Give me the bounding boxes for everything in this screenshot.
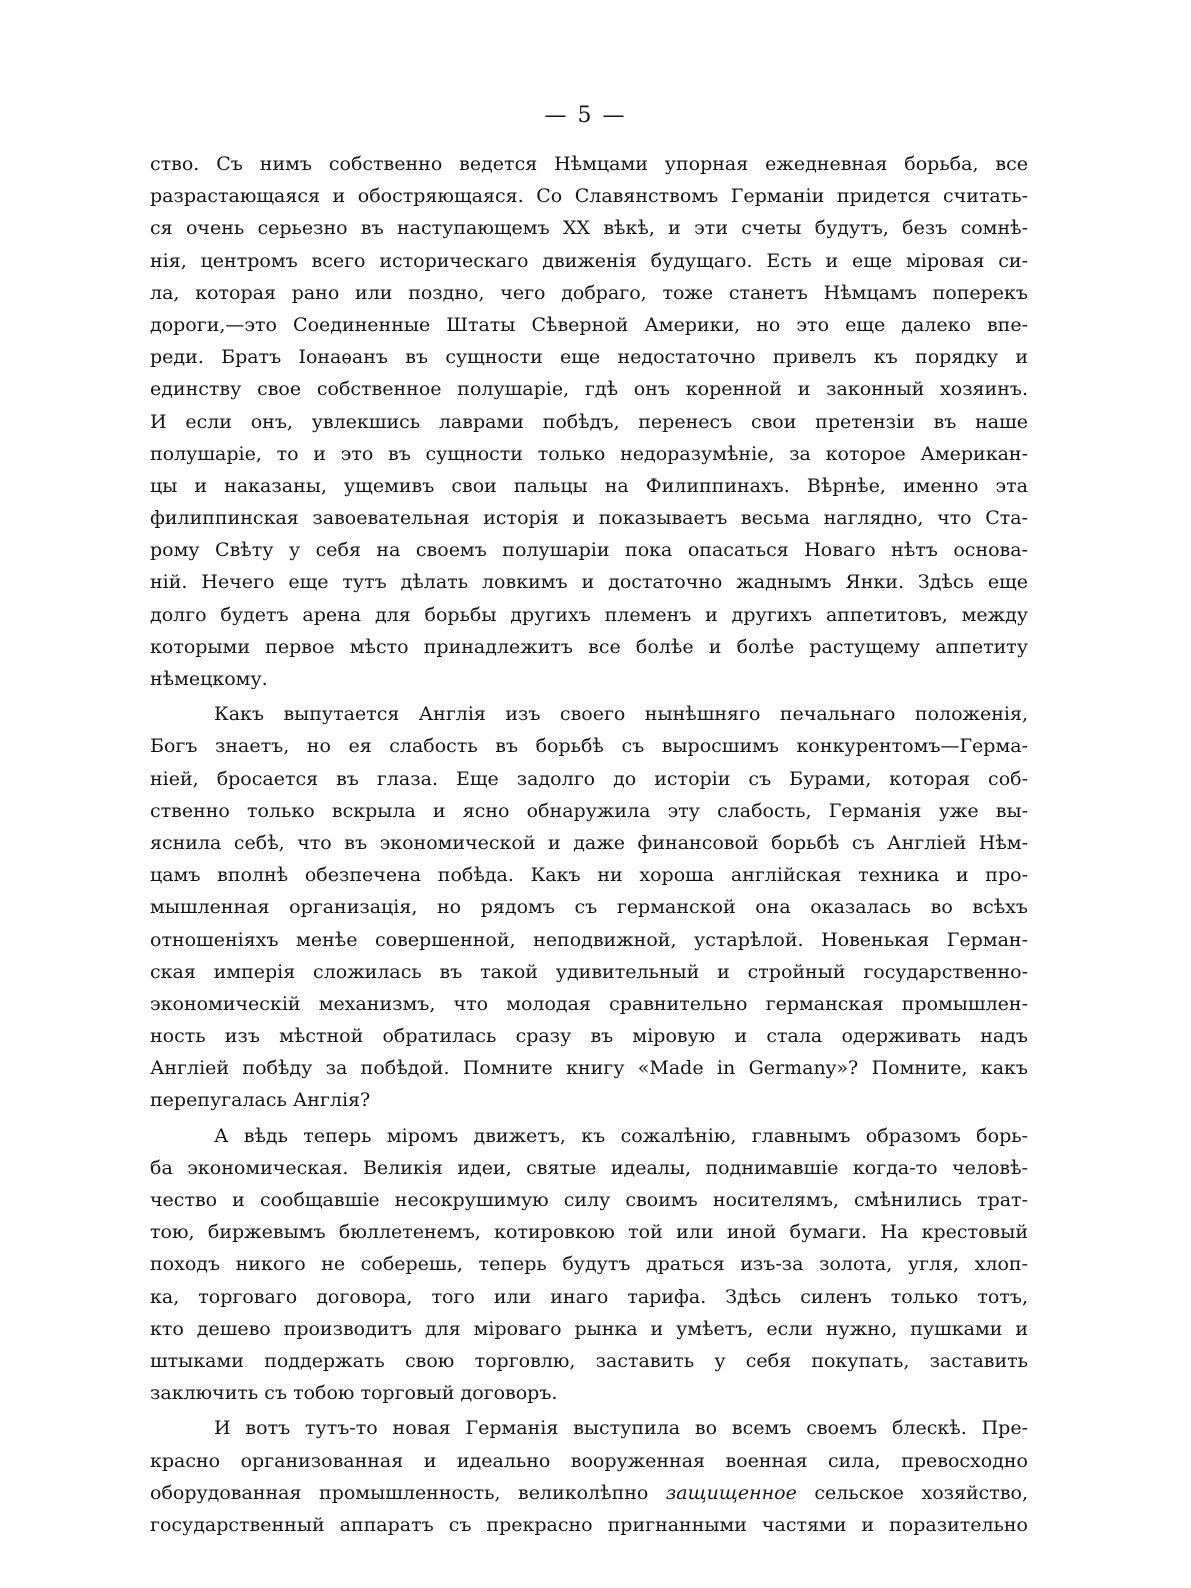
text-line: ственно только вскрыла и ясно обнаружила эту слабость, Германія уже вы- — [150, 799, 1028, 822]
text-line: кто дешево производитъ для міроваго рынка и умѣетъ, если нужно, пушками и — [150, 1317, 1028, 1340]
text-line: полушаріе, то и это въ сущности только недоразумѣніе, за которое Американ- — [150, 442, 1028, 465]
page-number: — 5 — — [544, 103, 627, 128]
text-line: ній. Нечего еще тутъ дѣлать ловкимъ и достаточно жаднымъ Янки. Здѣсь еще — [150, 571, 1028, 594]
text-line: ство. Съ нимъ собственно ведется Нѣмцами упорная ежедневная борьба, все — [150, 153, 1028, 175]
text-line: тою, биржевымъ бюллетенемъ, котировкою той или иной бумаги. На крестовый — [150, 1221, 1028, 1244]
text-line: ла, которая рано или поздно, чего добраго, тоже станетъ Нѣмцамъ поперекъ — [150, 281, 1028, 304]
text-line: Англіей побѣду за побѣдой. Помните книгу «Made in Germany»? Помните, какъ — [150, 1057, 1028, 1080]
text-line: ба экономическая. Великія идеи, святые идеалы, поднимавшіе когда-то человѣ- — [150, 1156, 1028, 1179]
text-line: отношеніяхъ менѣе совершенной, неподвижной, устарѣлой. Новенькая Герман- — [150, 928, 1028, 951]
text-line: цамъ вполнѣ обезпечена побѣда. Какъ ни хороша англійская техника и про- — [150, 864, 1028, 887]
text-line-with-emphasis — [150, 1477, 1028, 1509]
text-line: ская имперія сложилась въ такой удивительный и стройный государственно- — [150, 960, 1028, 983]
text-line: И если онъ, увлекшись лаврами побѣдъ, перенесъ свои претензіи въ наше — [150, 410, 1028, 433]
paragraph-4 — [150, 1412, 1028, 1541]
text-line: филиппинская завоевательная исторія и показываетъ весьма наглядно, что Ста- — [150, 507, 1028, 530]
text-line: Какъ выпутается Англія изъ своего нынѣшняго печальнаго положенія, — [214, 703, 1028, 726]
text-line: ность изъ мѣстной обратилась сразу въ міровую и стала одерживать надъ — [150, 1025, 1028, 1048]
text-line: разрастающаяся и обостряющаяся. Со Славянствомъ Германіи придется считать- — [150, 185, 1028, 208]
text-line: рому Свѣту у себя на своемъ полушаріи пока опасаться Новаго нѣтъ основа- — [150, 539, 1028, 562]
paragraph-3 — [150, 1120, 1028, 1410]
text-line: реди. Братъ Іонаѳанъ въ сущности еще недостаточно привелъ къ порядку и — [150, 346, 1028, 369]
text-line: цы и наказаны, ущемивъ свои пальцы на Филиппинахъ. Вѣрнѣе, именно эта — [150, 474, 1028, 497]
text-line: нія, центромъ всего историческаго движенія будущаго. Есть и еще міровая си- — [150, 249, 1028, 272]
paragraph-1 — [150, 148, 1028, 695]
text-line: заключить съ тобою торговый договоръ. — [150, 1382, 558, 1405]
text-segment: сельское хозяйство, — [796, 1481, 1028, 1504]
paragraph-2 — [150, 698, 1028, 1116]
emphasized-word: защищенное — [665, 1481, 797, 1504]
text-line: красно организованная и идеально вооруженная военная сила, превосходно — [150, 1449, 1028, 1472]
text-line: ся очень серьезно въ наступающемъ XX вѣкѣ, и эти счеты будутъ, безъ сомнѣ- — [150, 217, 1028, 240]
text-line: экономическій механизмъ, что молодая сравнительно германская промышлен- — [150, 992, 1028, 1015]
text-line: И вотъ тутъ-то новая Германія выступила во всемъ своемъ блескѣ. Пре- — [214, 1417, 1028, 1440]
text-line: мышленная организація, но рядомъ съ германской она оказалась во всѣхъ — [150, 896, 1028, 919]
text-line: дороги,—это Соединенные Штаты Сѣверной Америки, но это еще далеко впе- — [150, 313, 1028, 336]
text-line: походъ никого не соберешь, теперь будутъ драться изъ-за золота, угля, хлоп- — [150, 1253, 1028, 1276]
text-line: перепугалась Англія? — [150, 1089, 371, 1112]
text-line: штыками поддержать свою торговлю, заставить у себя покупать, заставить — [150, 1349, 1028, 1372]
text-line: А вѣдь теперь міромъ движетъ, къ сожалѣнію, главнымъ образомъ борь- — [214, 1124, 1028, 1147]
text-line: ніей, бросается въ глаза. Еще задолго до исторіи съ Бурами, которая соб- — [150, 767, 1028, 790]
text-line: единству свое собственное полушаріе, гдѣ онъ коренной и законный хозяинъ. — [150, 378, 1028, 401]
text-line: яснила себѣ, что въ экономической и даже финансовой борьбѣ съ Англіей Нѣм- — [150, 831, 1028, 854]
text-segment: оборудованная промышленность, великолѣпно — [150, 1481, 666, 1504]
text-line: которыми первое мѣсто принадлежитъ все болѣе и болѣе растущему аппетиту — [150, 635, 1028, 658]
text-line: нѣмецкому. — [150, 668, 268, 690]
text-line: ка, торговаго договора, того или инаго тарифа. Здѣсь силенъ только тотъ, — [150, 1285, 1028, 1308]
text-line: долго будетъ арена для борьбы другихъ племенъ и другихъ аппетитовъ, между — [150, 603, 1028, 626]
body-text — [150, 148, 1028, 1541]
text-line: Богъ знаетъ, но ея слабость въ борьбѣ съ выросшимъ конкурентомъ—Герма- — [150, 735, 1028, 758]
text-line: чество и сообщавшіе несокрушимую силу своимъ носителямъ, смѣнились трат- — [150, 1189, 1028, 1211]
text-line: государственный аппаратъ съ прекрасно пригнанными частями и поразительно — [150, 1513, 1028, 1536]
